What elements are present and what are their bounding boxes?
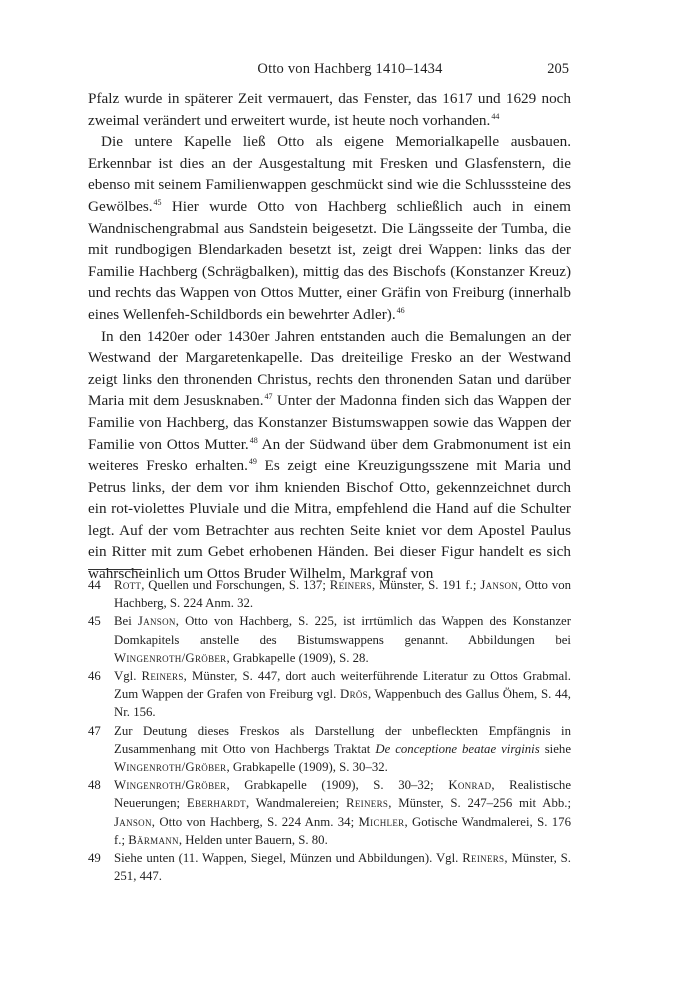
body-text xyxy=(88,88,571,585)
text-run: siehe xyxy=(539,741,571,756)
footnote xyxy=(88,722,571,777)
author-name: Janson xyxy=(114,814,152,829)
author-name: Wingenroth/Gröber xyxy=(114,778,227,793)
text-run: Siehe unten (11. Wappen, Siegel, Münzen und Abbildungen). Vgl. xyxy=(114,851,463,866)
paragraph xyxy=(88,326,571,585)
footnote xyxy=(88,576,571,612)
text-run: , Grabkapelle (1909), S. 30–32. xyxy=(226,760,388,775)
text-run: , Wappenbuch des Gallus Öhem, S. 44, Nr. 156. xyxy=(114,687,572,720)
text-run: Bei xyxy=(114,614,138,629)
footnote-number: 44 xyxy=(88,578,101,592)
author-name: Janson xyxy=(137,614,176,629)
paragraph xyxy=(88,88,571,131)
text-run: Hier wurde Otto von Hachberg schließlich auch in einem Wandnischengrabmal aus Sandstein beigesetzt. Die Längsseite der Tumba, die mit rundbogigen Blendarkaden besetzt ist, zeigt drei Wappen: links das der Familie Hachberg (Schrägbalken), mittig das des Bischofs (Konstanzer Kreuz) und rechts das Wappen von Ottos Mutter, einer Gräfin von Freiburg (innerhalb eines Wellenfeh-Schildbords ein bewehrter Adler). xyxy=(88,197,571,323)
text-run: , Realistische Neuerungen; xyxy=(114,778,571,811)
text-run: In den 1420er oder 1430er Jahren entstanden auch die Bemalungen an der Westwand der Margaretenkapelle. Das dreiteilige Fresko an der Westwand zeigt links den thronenden Christus, rechts den thronenden Satan und darüber Maria mit dem Jesusknaben. xyxy=(88,327,571,410)
footnote-number: 49 xyxy=(88,851,101,866)
footnote-text xyxy=(114,851,571,883)
footnote-divider xyxy=(88,569,142,570)
footnote-text xyxy=(114,778,571,847)
footnote-text xyxy=(114,724,571,774)
text-run: Die untere Kapelle ließ Otto als eigene Memorialkapelle ausbauen. Erkennbar ist dies an der Ausgestaltung mit Fresken und Glasfenstern, die ebenso mit seinem Familienwappen geschmückt sind wie die Schlusssteine des Gewölbes. xyxy=(88,133,571,215)
text-run: , Grabkapelle (1909), S. 28. xyxy=(226,650,369,665)
footnote-ref: 45 xyxy=(153,197,162,207)
text-run: Es zeigt eine Kreuzigungsszene mit Maria und Petrus links, der dem vor ihm knienden Bischof Otto, gekennzeichnet durch ein rot-violettes Pluviale und die Mitra, empfehlend die Hand auf die Schulter legt. Auf der vom Betrachter aus rechten Seite kniet vor dem Apostel Paulus ein Ritter mit zum Gebet erhobenen Händen. Bei dieser Figur handelt es sich wahrscheinlich um Ottos Bruder Wilhelm, Markgraf von xyxy=(88,457,571,583)
footnote-number: 48 xyxy=(88,778,101,793)
author-name: Reiners xyxy=(346,796,389,811)
author-name: Drös xyxy=(340,687,368,702)
footnote-text xyxy=(114,614,571,664)
footnote-ref: 44 xyxy=(491,111,500,121)
text-run: , Münster, S. 247–256 mit Abb.; xyxy=(388,796,571,811)
footnote xyxy=(88,612,571,667)
text-run: Pfalz wurde in späterer Zeit vermauert, das Fenster, das 1617 und 1629 noch zweimal verändert und erweitert wurde, ist heute noch vorhanden. xyxy=(88,90,571,129)
title-italic: De conceptione beatae virginis xyxy=(375,741,540,756)
author-name: Michler xyxy=(358,814,405,829)
footnote-ref: 49 xyxy=(248,457,257,467)
text-run: , Münster, S. 191 f.; xyxy=(371,578,481,592)
text-run: , Otto von Hachberg, S. 224 Anm. 34; xyxy=(151,814,359,829)
page-number: 205 xyxy=(547,61,569,77)
text-run: , Gotische Wandmalerei, S. 176 f.; xyxy=(114,814,571,847)
paragraph xyxy=(88,131,571,325)
text-run: Unter der Madonna finden sich das Wappen der Familie von Hachberg, das Konstanzer Bistumswappen sowie das Wappen der Familie von Ottos Mutter. xyxy=(88,392,571,453)
footnote xyxy=(88,667,571,722)
author-name: Eberhardt xyxy=(186,796,246,811)
text-run: , Münster, S. 447, dort auch weiterführende Literatur zu Ottos Grabmal. Zum Wappen der Grafen von Freiburg vgl. xyxy=(114,669,571,702)
author-name: Wingenroth/Gröber xyxy=(114,650,227,665)
footnote-ref: 46 xyxy=(396,305,405,315)
author-name: Reiners xyxy=(141,669,184,684)
text-run: , Wandmalereien; xyxy=(245,796,347,811)
running-head xyxy=(0,61,700,81)
running-title: Otto von Hachberg 1410–1434 xyxy=(257,61,443,77)
footnote-ref: 47 xyxy=(264,392,273,402)
author-name: Bärmann xyxy=(128,832,179,847)
footnote-text xyxy=(114,669,571,719)
footnote-number: 45 xyxy=(88,614,101,629)
text-run: An der Südwand über dem Grabmonument ist ein weiteres Fresko erhalten. xyxy=(88,435,571,475)
footnotes xyxy=(88,576,571,885)
footnote-text xyxy=(114,578,571,610)
text-run: , Grabkapelle (1909), S. 30–32; xyxy=(226,778,449,793)
author-name: Reiners xyxy=(329,578,372,592)
footnote xyxy=(88,849,571,885)
author-name: Reiners xyxy=(462,851,505,866)
text-run: , Helden unter Bauern, S. 80. xyxy=(178,832,328,847)
text-run: Vgl. xyxy=(114,669,142,684)
text-run: Zur Deutung dieses Freskos als Darstellung der unbefleckten Empfängnis in Zusammenhang mit Otto von Hachbergs Traktat xyxy=(114,723,571,756)
text-run: , Otto von Hachberg, S. 225, ist irrtümlich das Wappen des Konstanzer Domkapitels anstelle des Bistumswappens genannt. Abbildungen bei xyxy=(114,614,571,647)
author-name: Wingenroth/Gröber xyxy=(114,760,227,775)
author-name: Konrad xyxy=(448,778,492,793)
author-name: Rott xyxy=(114,578,142,592)
footnote-number: 47 xyxy=(88,723,101,738)
footnote-ref: 48 xyxy=(249,435,258,445)
footnote-number: 46 xyxy=(88,669,101,684)
text-run: , Münster, S. 251, 447. xyxy=(114,851,571,884)
author-name: Janson xyxy=(480,578,519,592)
text-run: , Otto von Hachberg, S. 224 Anm. 32. xyxy=(114,578,571,611)
footnote xyxy=(88,776,571,849)
text-run: , Quellen und Forschungen, S. 137; xyxy=(141,578,330,592)
